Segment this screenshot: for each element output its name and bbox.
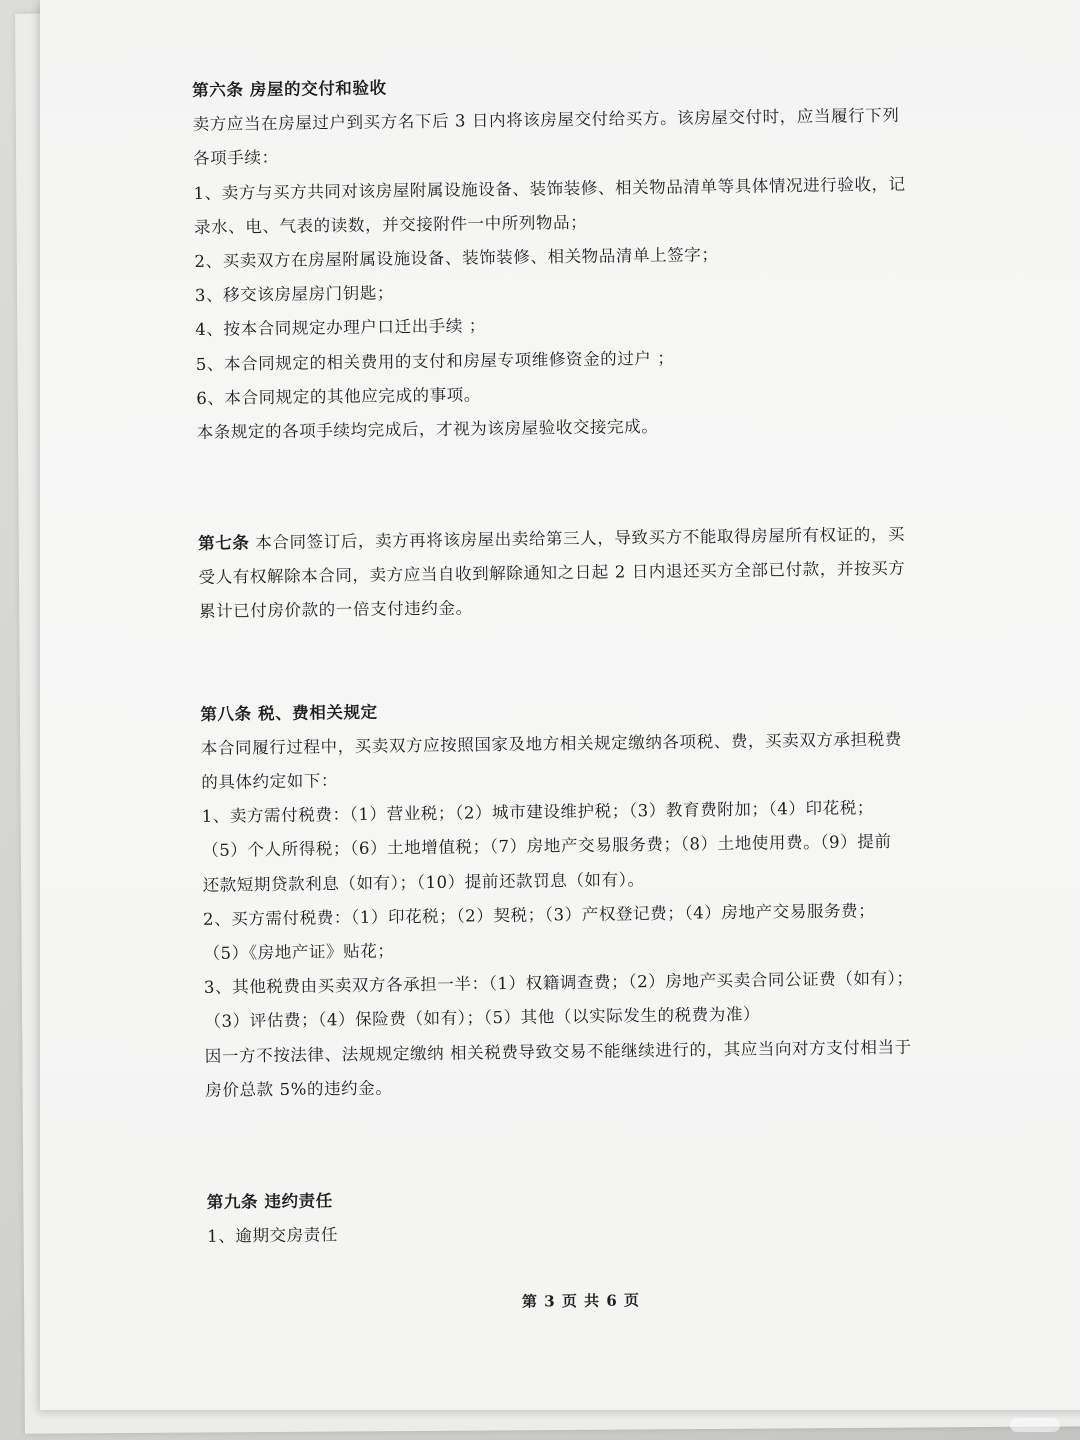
article-6-line: 2、买卖双方在房屋附属设施设备、装饰装修、相关物品清单上签字； — [194, 245, 719, 271]
article-8-line: 本合同履行过程中，买卖双方应按照国家及地方相关规定缴纳各项税、费，买卖双方承担税费 — [200, 729, 903, 758]
article-8-line: 还款短期贷款利息（如有）；（10）提前还款罚息（如有）。 — [202, 869, 645, 895]
article-8-line: 的具体约定如下： — [201, 771, 339, 792]
article-8-line: 2、买方需付税费：（1）印花税；（2）契税；（3）产权登记费；（4）房地产交易服务费； — [202, 900, 876, 929]
article-8-line: 因一方不按法律、法规规定缴纳 相关税费导致交易不能继续进行的，其应当向对方支付相当于 — [204, 1037, 912, 1066]
article-8-line: 1、卖方需付税费：（1）营业税；（2）城市建设维护税；（3）教育费附加；（4）印花税； — [201, 798, 875, 827]
article-6-title: 第六条 房屋的交付和验收 — [192, 78, 387, 100]
article-8-title: 第八条 税、费相关规定 — [200, 702, 378, 724]
section-gap — [206, 1098, 967, 1186]
article-6-line: 本条规定的各项手续均完成后，才视为该房屋验收交接完成。 — [196, 416, 659, 442]
article-8-line: （3）评估费；（4）保险费（如有）；（5）其他（以实际发生的税费为准） — [204, 1004, 761, 1032]
section-gap — [199, 620, 960, 698]
article-7-label: 第七条 — [198, 533, 250, 554]
article-7-line: 累计已付房价款的一倍支付违约金。 — [198, 598, 473, 622]
corner-watermark — [1010, 1418, 1060, 1432]
article-6-line: 1、卖方与买方共同对该房屋附属设施设备、装饰装修、相关物品清单等具体情况进行验收，记 — [193, 174, 906, 203]
article-9-title: 第九条 违约责任 — [206, 1191, 333, 1212]
article-6-line: 3、移交该房屋房门钥匙； — [194, 283, 395, 306]
article-8-line: （5）个人所得税；（6）土地增值税；（7）房地产交易服务费；（8）土地使用费。（9）提前 — [202, 832, 892, 861]
contract-text — [192, 64, 967, 1254]
article-8-line: （5）《房地产证》贴花； — [203, 941, 395, 963]
article-8-line: 房价总款 5%的违约金。 — [205, 1078, 393, 1100]
article-6-line: 各项手续： — [192, 148, 279, 169]
section-gap — [197, 440, 958, 527]
article-6-line: 6、本合同规定的其他应完成的事项。 — [196, 384, 482, 408]
article-6-line: 录水、电、气表的读数，并交接附件一中所列物品； — [193, 212, 588, 237]
article-7-text: 本合同签订后，卖方再将该房屋出卖给第三人，导致买方不能取得房屋所有权证的，买 — [255, 524, 906, 553]
page-number: 第 3 页 共 6 页 — [521, 1291, 641, 1311]
article-8-line: 3、其他税费由买卖双方各承担一半：（1）权籍调查费；（2）房地产买卖合同公证费（如有）； — [203, 968, 914, 998]
article-9-line: 1、逾期交房责任 — [207, 1225, 339, 1246]
article-6-line: 4、按本合同规定办理户口迁出手续 ； — [195, 316, 486, 340]
article-6-line: 5、本合同规定的相关费用的支付和房屋专项维修资金的过户 ； — [195, 348, 675, 374]
article-6-line: 卖方应当在房屋过户到买方名下后 3 日内将该房屋交付给买方。该房屋交付时，应当履行下列 — [192, 105, 900, 135]
article-7-line: 受人有权解除本合同，卖方应当自收到解除通知之日起 2 日内退还买方全部已付款，并按买方 — [198, 558, 906, 588]
